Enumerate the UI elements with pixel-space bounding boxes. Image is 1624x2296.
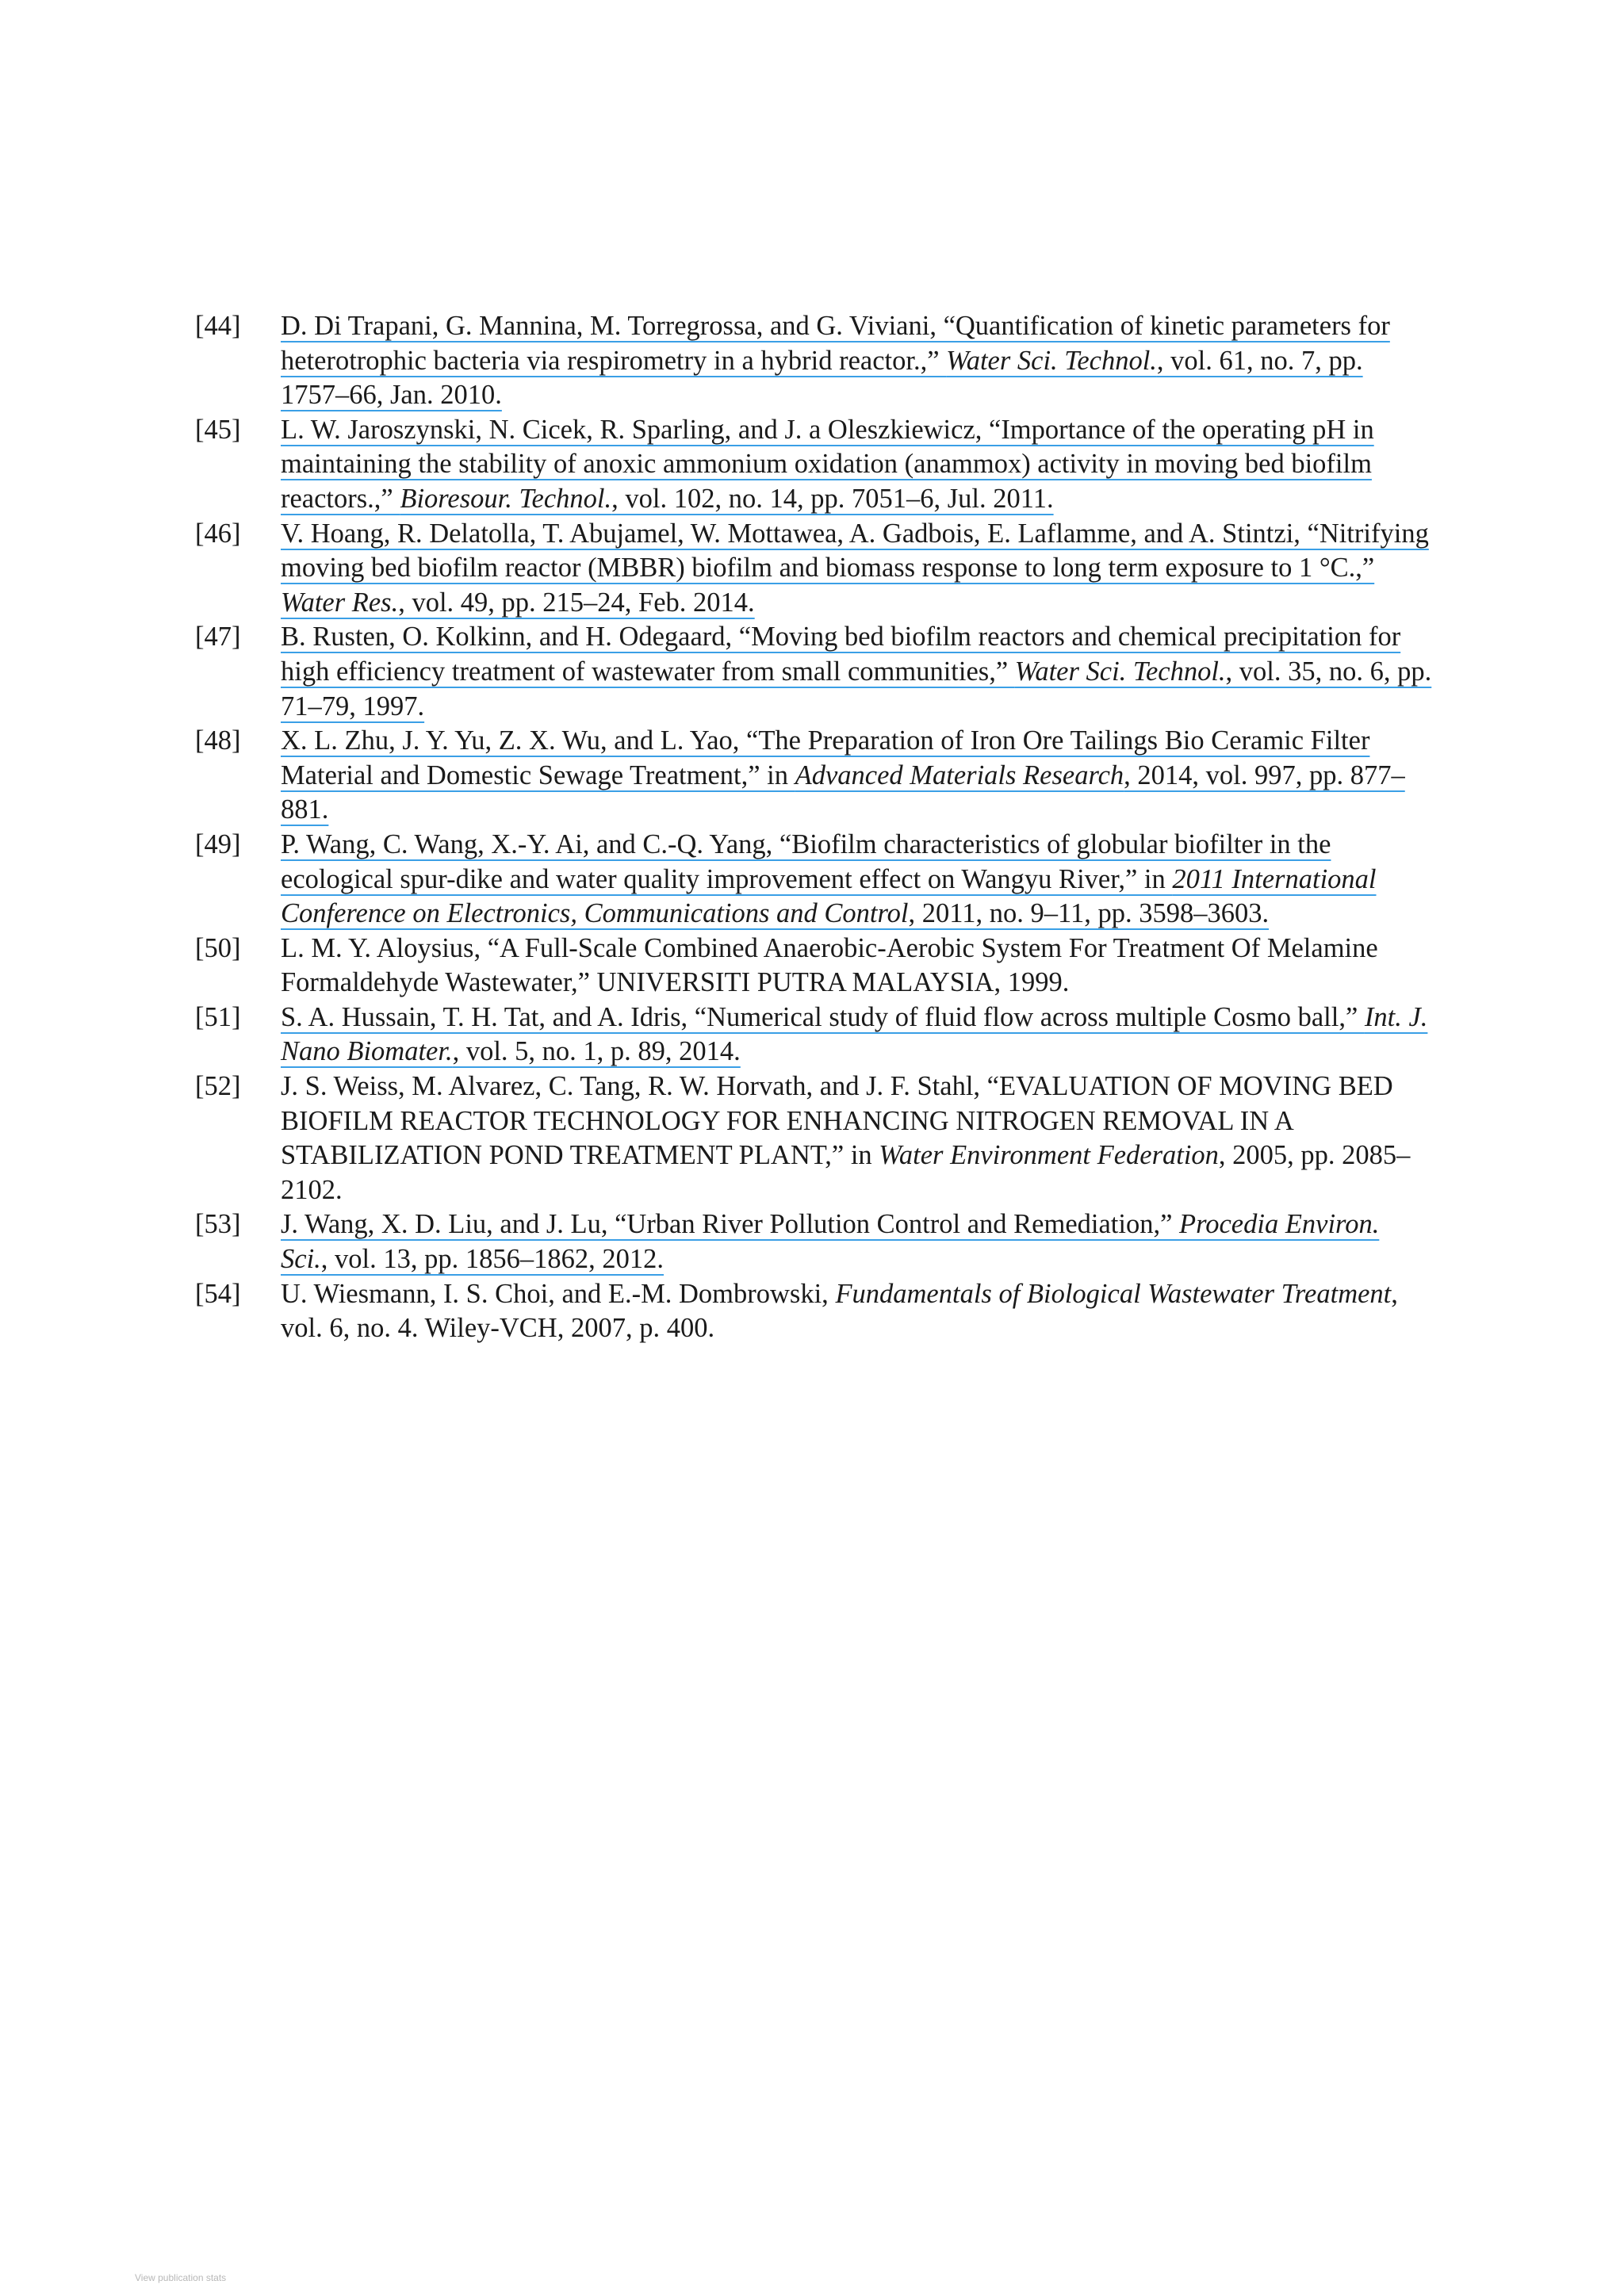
- reference-link[interactable]: [281, 829, 1377, 928]
- reference-text: [281, 1070, 1432, 1207]
- reference-segment: J. Wang, X. D. Liu, and J. Lu, “Urban River Pollution Control and Remediation,”: [281, 1209, 1180, 1240]
- reference-text[interactable]: [281, 1001, 1432, 1070]
- reference-number: [54]: [195, 1278, 241, 1309]
- reference-venue: Fundamentals of Biological Wastewater Treatment: [835, 1278, 1392, 1309]
- reference-segment: , 2011, no. 9–11, pp. 3598–3603.: [908, 898, 1270, 929]
- reference-venue: Water Environment Federation: [879, 1140, 1219, 1171]
- reference-segment: , vol. 102, no. 14, pp. 7051–6, Jul. 2011.: [611, 483, 1054, 514]
- reference-entry: [195, 828, 1432, 932]
- reference-segment: D. Di Trapani, G. Mannina, M. Torregrossa, and G. Viviani, “Quantification of kinetic parameters for heterotrophic bacteria via respirometry in a hybrid reactor.,”: [281, 311, 1390, 376]
- reference-link[interactable]: [281, 1002, 1427, 1067]
- reference-number: [51]: [195, 1001, 241, 1032]
- reference-entry: [195, 1001, 1432, 1070]
- view-publication-stats-link[interactable]: View publication stats: [135, 2272, 227, 2283]
- reference-venue: Bioresour. Technol.: [400, 483, 612, 514]
- reference-link[interactable]: [281, 725, 1405, 825]
- reference-venue: Water Res.: [281, 587, 399, 618]
- reference-venue: 2011 International Conference on Electronics, Communications and Control: [281, 863, 1377, 929]
- reference-text: [281, 932, 1432, 1001]
- reference-segment: , vol. 6, no. 4. Wiley-VCH, 2007, p. 400.: [281, 1278, 1398, 1344]
- reference-number: [52]: [195, 1071, 241, 1102]
- reference-segment: L. M. Y. Aloysius, “A Full-Scale Combined Anaerobic-Aerobic System For Treatment Of Melamine Formaldehyde Wastewater,” UNIVERSITI PUTRA MALAYSIA, 1999.: [281, 932, 1378, 998]
- reference-segment: , 2014, vol. 997, pp. 877–881.: [281, 760, 1405, 825]
- reference-venue: Water Sci. Technol.: [1014, 656, 1226, 687]
- reference-segment: , 2005, pp. 2085–2102.: [281, 1140, 1411, 1205]
- reference-venue: Advanced Materials Research: [795, 760, 1124, 790]
- reference-entry: [195, 620, 1432, 724]
- reference-number: [53]: [195, 1209, 241, 1240]
- reference-entry: [195, 309, 1432, 413]
- reference-segment: , vol. 49, pp. 215–24, Feb. 2014.: [398, 587, 755, 618]
- reference-segment: J. S. Weiss, M. Alvarez, C. Tang, R. W. Horvath, and J. F. Stahl, “EVALUATION OF MOVING BED BIOFILM REACTOR TECHNOLOGY FOR ENHANCING NITROGEN REMOVAL IN A STABILIZATION POND TREATMENT PLANT,” in: [281, 1071, 1393, 1171]
- reference-segment: , vol. 61, no. 7, pp. 1757–66, Jan. 2010.: [281, 345, 1363, 411]
- reference-text[interactable]: [281, 828, 1432, 932]
- reference-text[interactable]: [281, 620, 1432, 724]
- reference-venue: Int. J. Nano Biomater.: [281, 1001, 1428, 1067]
- reference-segment: P. Wang, C. Wang, X.-Y. Ai, and C.-Q. Yang, “Biofilm characteristics of globular biofilter in the ecological spur-dike and water quality improvement effect on Wangyu River,” in: [281, 828, 1331, 894]
- reference-number: [47]: [195, 622, 241, 652]
- reference-entry: [195, 724, 1432, 828]
- reference-number: [44]: [195, 311, 241, 341]
- reference-segment: V. Hoang, R. Delatolla, T. Abujamel, W. Mottawea, A. Gadbois, E. Laflamme, and A. Stintzi, “Nitrifying moving bed biofilm reactor (MBBR) biofilm and biomass response to long term exposure to 1 °C.,”: [281, 518, 1429, 584]
- reference-number: [46]: [195, 518, 241, 549]
- reference-segment: S. A. Hussain, T. H. Tat, and A. Idris, “Numerical study of fluid flow across multiple Cosmo ball,”: [281, 1001, 1365, 1032]
- reference-segment: , vol. 5, no. 1, p. 89, 2014.: [452, 1036, 741, 1067]
- reference-list: [195, 309, 1432, 1346]
- reference-number: [45]: [195, 414, 241, 445]
- reference-venue: Procedia Environ. Sci.: [281, 1209, 1380, 1275]
- reference-link[interactable]: [281, 519, 1429, 618]
- reference-entry: [195, 932, 1432, 1001]
- reference-text[interactable]: [281, 309, 1432, 413]
- reference-link[interactable]: [281, 311, 1390, 410]
- reference-entry: [195, 1070, 1432, 1207]
- reference-segment: , vol. 13, pp. 1856–1862, 2012.: [320, 1244, 664, 1275]
- reference-segment: X. L. Zhu, J. Y. Yu, Z. X. Wu, and L. Yao, “The Preparation of Iron Ore Tailings Bio Ceramic Filter Material and Domestic Sewage Treatment,” in: [281, 725, 1370, 790]
- reference-text[interactable]: [281, 1207, 1432, 1276]
- reference-segment: , vol. 35, no. 6, pp. 71–79, 1997.: [281, 656, 1432, 721]
- reference-number: [50]: [195, 932, 241, 963]
- reference-segment: L. W. Jaroszynski, N. Cicek, R. Sparling, and J. a Oleszkiewicz, “Importance of the operating pH in maintaining the stability of anoxic ammonium oxidation (anammox) activity in moving bed biofilm reactors.,”: [281, 414, 1374, 514]
- reference-venue: Water Sci. Technol.: [946, 345, 1157, 376]
- reference-segment: B. Rusten, O. Kolkinn, and H. Odegaard, “Moving bed biofilm reactors and chemical precipitation for high efficiency treatment of wastewater from small communities,”: [281, 622, 1401, 687]
- reference-entry: [195, 413, 1432, 517]
- reference-link[interactable]: [281, 415, 1374, 514]
- reference-number: [48]: [195, 725, 241, 756]
- reference-entry: [195, 1277, 1432, 1346]
- reference-link[interactable]: [281, 622, 1431, 721]
- reference-entry: [195, 1207, 1432, 1276]
- reference-number: [49]: [195, 828, 241, 859]
- reference-text[interactable]: [281, 724, 1432, 828]
- reference-text[interactable]: [281, 413, 1432, 517]
- reference-text[interactable]: [281, 517, 1432, 621]
- reference-link[interactable]: [281, 1209, 1379, 1274]
- reference-entry: [195, 517, 1432, 621]
- reference-text: [281, 1277, 1432, 1346]
- reference-segment: U. Wiesmann, I. S. Choi, and E.-M. Dombrowski,: [281, 1278, 836, 1309]
